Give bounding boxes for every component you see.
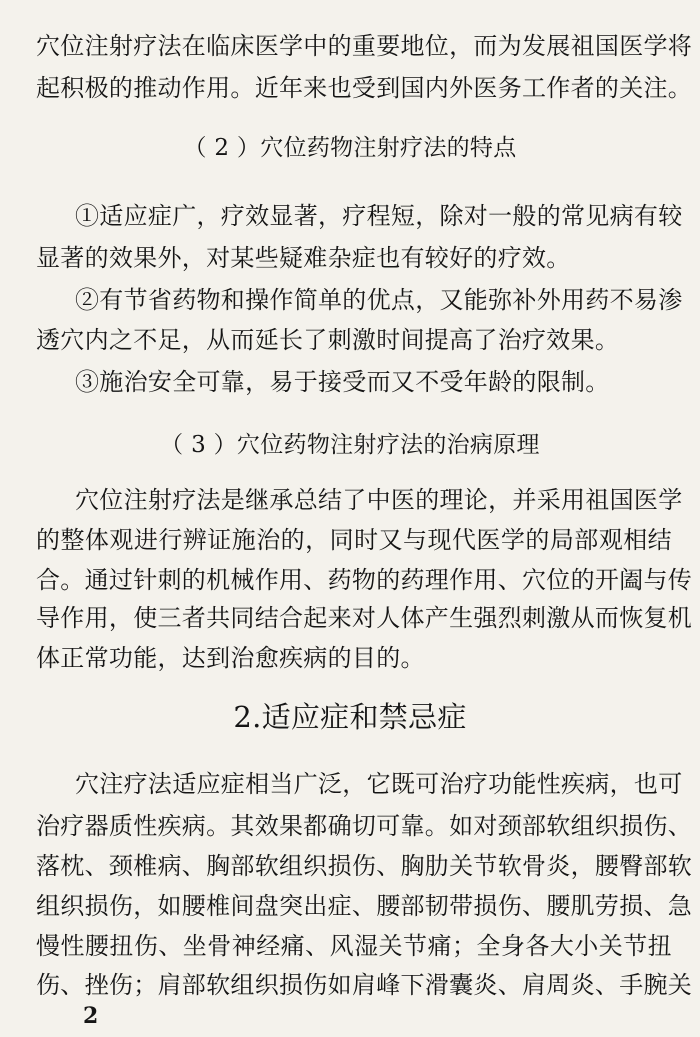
text-line: 穴位注射疗法是继承总结了中医的理论，并采用祖国医学 bbox=[75, 486, 683, 514]
chapter-heading: 2.适应症和禁忌症 bbox=[233, 700, 467, 734]
text-line: 的整体观进行辨证施治的，同时又与现代医学的局部观相结 bbox=[36, 526, 672, 554]
text-line: 治疗器质性疾病。其效果都确切可靠。如对颈部软组织损伤、 bbox=[36, 812, 693, 840]
section-heading: （ 3 ）穴位药物注射疗法的治病原理 bbox=[160, 432, 540, 458]
text-line: 穴位注射疗法在临床医学中的重要地位，而为发展祖国医学将 bbox=[36, 32, 693, 60]
text-line: 组织损伤，如腰椎间盘突出症、腰部韧带损伤、腰肌劳损、急 bbox=[36, 892, 693, 920]
page-number: 2 bbox=[83, 1003, 99, 1029]
text-line: 落枕、颈椎病、胸部软组织损伤、胸肋关节软骨炎，腰臀部软 bbox=[36, 852, 693, 880]
text-line: 穴注疗法适应症相当广泛，它既可治疗功能性疾病，也可 bbox=[75, 770, 683, 798]
text-line: 慢性腰扭伤、坐骨神经痛、风湿关节痛；全身各大小关节扭 bbox=[36, 932, 672, 960]
text-line: 透穴内之不足，从而延长了刺激时间提高了治疗效果。 bbox=[36, 326, 620, 354]
section-heading: （ 2 ）穴位药物注射疗法的特点 bbox=[183, 135, 517, 161]
text-line: ②有节省药物和操作简单的优点，又能弥补外用药不易渗 bbox=[75, 286, 683, 314]
text-line: ①适应症广，疗效显著，疗程短，除对一般的常见病有较 bbox=[75, 202, 683, 230]
text-line: 导作用，使三者共同结合起来对人体产生强烈刺激从而恢复机 bbox=[36, 604, 693, 632]
text-line: 起积极的推动作用。近年来也受到国内外医务工作者的关注。 bbox=[36, 74, 693, 102]
text-line: 伤、挫伤；肩部软组织损伤如肩峰下滑囊炎、肩周炎、手腕关 bbox=[36, 971, 693, 999]
text-line: ③施治安全可靠，易于接受而又不受年龄的限制。 bbox=[75, 368, 610, 396]
text-line: 显著的效果外，对某些疑难杂症也有较好的疗效。 bbox=[36, 244, 571, 272]
text-line: 体正常功能，达到治愈疾病的目的。 bbox=[36, 644, 425, 672]
text-line: 合。通过针刺的机械作用、药物的药理作用、穴位的开阖与传 bbox=[36, 566, 693, 594]
